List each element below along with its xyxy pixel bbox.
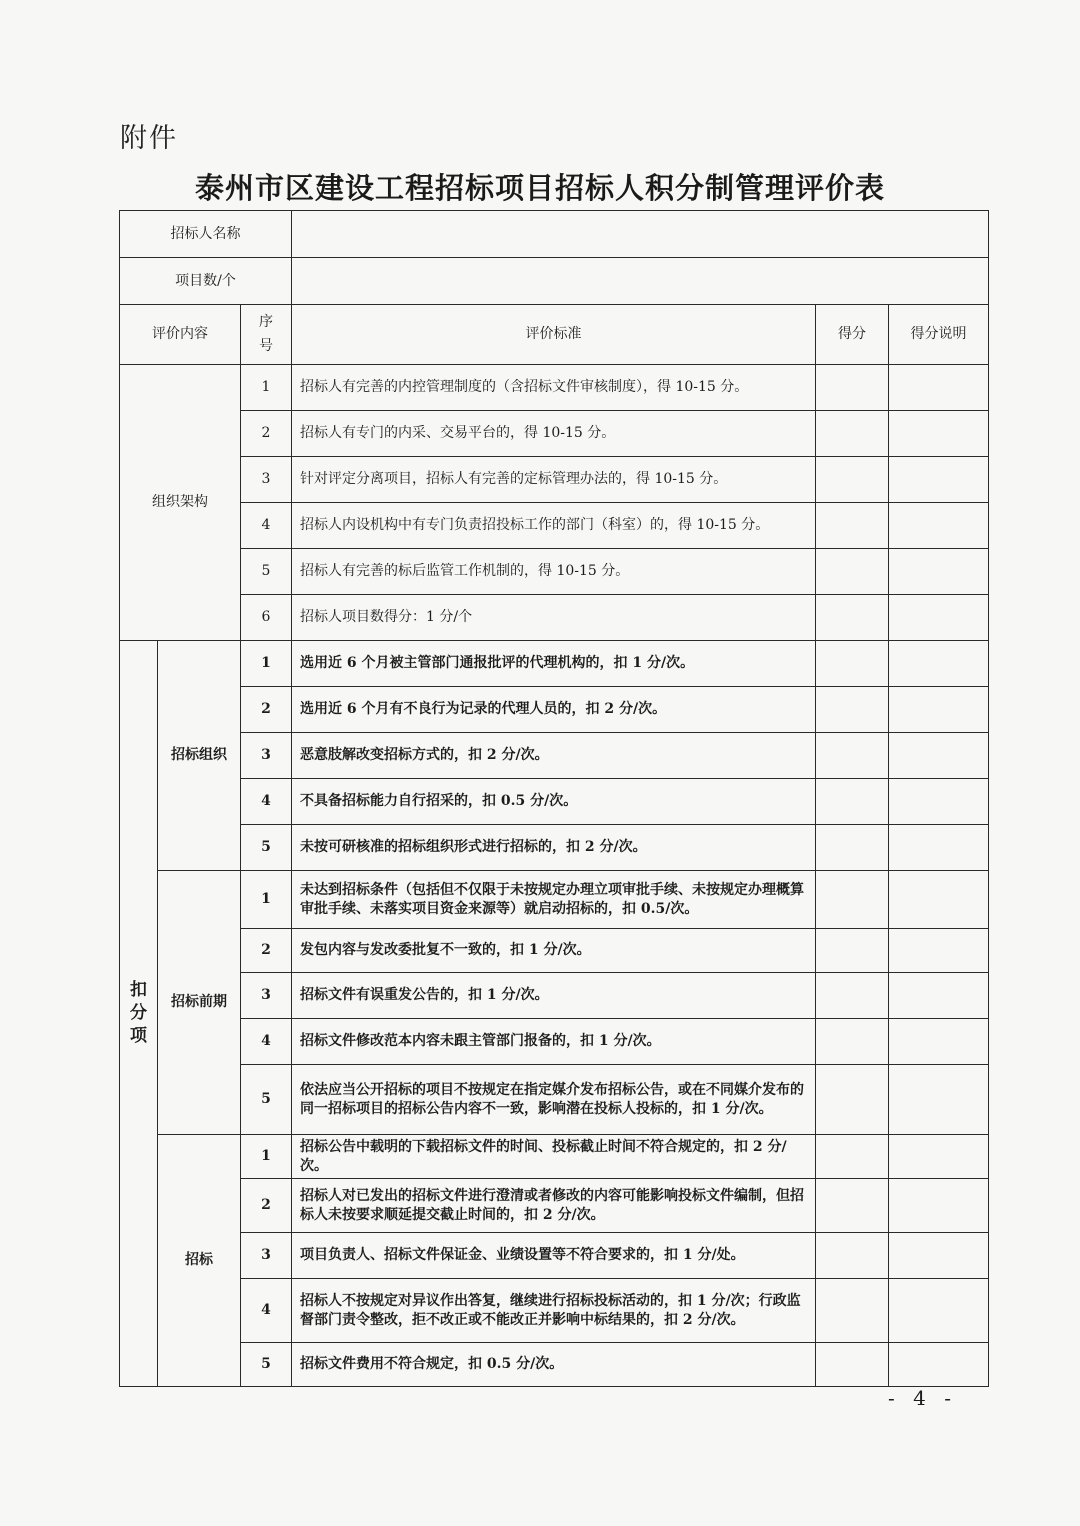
col-header-seq — [241, 305, 292, 365]
col-header-seq-bottom: 号 — [259, 337, 273, 354]
seq-cell: 1 — [241, 365, 292, 411]
score-note-cell[interactable] — [889, 1233, 989, 1279]
criterion-text: 选用近 6 个月有不良行为记录的代理人员的，扣 2 分/次。 — [292, 687, 816, 733]
col-header-score-note: 得分说明 — [889, 305, 989, 365]
criterion-text: 未按可研核准的招标组织形式进行招标的，扣 2 分/次。 — [292, 825, 816, 871]
criterion-text: 不具备招标能力自行招采的，扣 0.5 分/次。 — [292, 779, 816, 825]
score-cell[interactable] — [816, 1135, 889, 1179]
criterion-text: 针对评定分离项目，招标人有完善的定标管理办法的，得 10-15 分。 — [292, 457, 816, 503]
score-cell[interactable] — [816, 871, 889, 929]
criterion-text: 招标人对已发出的招标文件进行澄清或者修改的内容可能影响投标文件编制，但招标人未按要求顺延提交截止时间的，扣 2 分/次。 — [292, 1179, 816, 1233]
seq-cell: 5 — [241, 1343, 292, 1387]
criterion-text: 招标人有完善的内控管理制度的（含招标文件审核制度），得 10-15 分。 — [292, 365, 816, 411]
score-cell[interactable] — [816, 411, 889, 457]
col-header-score: 得分 — [816, 305, 889, 365]
criterion-text: 依法应当公开招标的项目不按规定在指定媒介发布招标公告，或在不同媒介发布的同一招标项目的招标公告内容不一致，影响潜在投标人投标的，扣 1 分/次。 — [292, 1065, 816, 1135]
seq-cell: 3 — [241, 457, 292, 503]
table-row — [120, 503, 989, 549]
score-cell[interactable] — [816, 687, 889, 733]
criterion-text: 招标文件费用不符合规定，扣 0.5 分/次。 — [292, 1343, 816, 1387]
col-header-content: 评价内容 — [120, 305, 241, 365]
score-cell[interactable] — [816, 503, 889, 549]
table-row — [120, 871, 989, 929]
score-note-cell[interactable] — [889, 1135, 989, 1179]
score-note-cell[interactable] — [889, 929, 989, 973]
project-count-row — [120, 258, 989, 305]
seq-cell: 3 — [241, 973, 292, 1019]
score-cell[interactable] — [816, 549, 889, 595]
score-cell[interactable] — [816, 365, 889, 411]
tenderer-name-label: 招标人名称 — [120, 211, 292, 258]
criterion-text: 选用近 6 个月被主管部门通报批评的代理机构的，扣 1 分/次。 — [292, 641, 816, 687]
table-row — [120, 1135, 989, 1179]
org-structure-label: 组织架构 — [120, 365, 241, 641]
score-cell[interactable] — [816, 973, 889, 1019]
seq-cell: 4 — [241, 1279, 292, 1343]
tenderer-name-value[interactable] — [292, 211, 989, 258]
score-cell[interactable] — [816, 1233, 889, 1279]
table-row — [120, 929, 989, 973]
score-note-cell[interactable] — [889, 1179, 989, 1233]
deduction-label-char: 扣 — [130, 980, 147, 1001]
seq-cell: 3 — [241, 1233, 292, 1279]
score-cell[interactable] — [816, 929, 889, 973]
table-row — [120, 549, 989, 595]
score-note-cell[interactable] — [889, 973, 989, 1019]
table-row — [120, 1019, 989, 1065]
evaluation-table — [119, 210, 989, 1387]
seq-cell: 1 — [241, 871, 292, 929]
score-note-cell[interactable] — [889, 411, 989, 457]
score-note-cell[interactable] — [889, 1019, 989, 1065]
score-note-cell[interactable] — [889, 503, 989, 549]
seq-cell: 5 — [241, 825, 292, 871]
seq-cell: 2 — [241, 929, 292, 973]
criterion-text: 招标人不按规定对异议作出答复，继续进行招标投标活动的，扣 1 分/次；行政监督部门责令整改，拒不改正或不能改正并影响中标结果的，扣 2 分/次。 — [292, 1279, 816, 1343]
table-row — [120, 687, 989, 733]
seq-cell: 5 — [241, 1065, 292, 1135]
criterion-text: 招标公告中载明的下载招标文件的时间、投标截止时间不符合规定的，扣 2 分/次。 — [292, 1135, 816, 1179]
seq-cell: 6 — [241, 595, 292, 641]
table-row — [120, 365, 989, 411]
score-note-cell[interactable] — [889, 779, 989, 825]
deduction-label-char: 分 — [130, 1003, 147, 1024]
deduction-items-label — [120, 641, 158, 1387]
seq-cell: 5 — [241, 549, 292, 595]
score-cell[interactable] — [816, 457, 889, 503]
col-header-standard: 评价标准 — [292, 305, 816, 365]
criterion-text: 招标人项目数得分：1 分/个 — [292, 595, 816, 641]
score-note-cell[interactable] — [889, 365, 989, 411]
header-row — [120, 305, 989, 365]
seq-cell: 2 — [241, 1179, 292, 1233]
score-cell[interactable] — [816, 641, 889, 687]
table-row — [120, 973, 989, 1019]
score-note-cell[interactable] — [889, 1343, 989, 1387]
seq-cell: 1 — [241, 1135, 292, 1179]
seq-cell: 4 — [241, 503, 292, 549]
col-header-seq-top: 序 — [259, 313, 273, 330]
score-note-cell[interactable] — [889, 1279, 989, 1343]
score-cell[interactable] — [816, 1065, 889, 1135]
table-row — [120, 733, 989, 779]
project-count-value[interactable] — [292, 258, 989, 305]
bid-organization-label: 招标组织 — [158, 641, 241, 871]
table-row — [120, 1065, 989, 1135]
criterion-text: 招标人内设机构中有专门负责招投标工作的部门（科室）的，得 10-15 分。 — [292, 503, 816, 549]
criterion-text: 项目负责人、招标文件保证金、业绩设置等不符合要求的，扣 1 分/处。 — [292, 1233, 816, 1279]
score-note-cell[interactable] — [889, 595, 989, 641]
criterion-text: 恶意肢解改变招标方式的，扣 2 分/次。 — [292, 733, 816, 779]
page-number: - 4 - — [888, 1386, 957, 1410]
score-note-cell[interactable] — [889, 825, 989, 871]
score-cell[interactable] — [816, 825, 889, 871]
seq-cell: 4 — [241, 779, 292, 825]
deduction-label-char: 项 — [130, 1025, 147, 1046]
seq-cell: 2 — [241, 411, 292, 457]
score-note-cell[interactable] — [889, 1065, 989, 1135]
seq-cell: 1 — [241, 641, 292, 687]
score-cell[interactable] — [816, 1179, 889, 1233]
seq-cell: 4 — [241, 1019, 292, 1065]
score-note-cell[interactable] — [889, 549, 989, 595]
table-row — [120, 779, 989, 825]
criterion-text: 招标文件有误重发公告的，扣 1 分/次。 — [292, 973, 816, 1019]
criterion-text: 招标人有完善的标后监管工作机制的，得 10-15 分。 — [292, 549, 816, 595]
tenderer-name-row — [120, 211, 989, 258]
seq-cell: 2 — [241, 687, 292, 733]
bidding-label: 招标 — [158, 1135, 241, 1387]
document-title: 泰州市区建设工程招标项目招标人积分制管理评价表 — [194, 171, 885, 205]
criterion-text: 招标文件修改范本内容未跟主管部门报备的，扣 1 分/次。 — [292, 1019, 816, 1065]
score-note-cell[interactable] — [889, 457, 989, 503]
criterion-text: 发包内容与发改委批复不一致的，扣 1 分/次。 — [292, 929, 816, 973]
criterion-text: 未达到招标条件（包括但不仅限于未按规定办理立项审批手续、未按规定办理概算审批手续、未落实项目资金来源等）就启动招标的，扣 0.5/次。 — [292, 871, 816, 929]
table-row — [120, 411, 989, 457]
score-cell[interactable] — [816, 779, 889, 825]
table-row — [120, 1233, 989, 1279]
attachment-label: 附件 — [120, 123, 178, 154]
score-note-cell[interactable] — [889, 641, 989, 687]
table-row — [120, 457, 989, 503]
table-row — [120, 1179, 989, 1233]
score-cell[interactable] — [816, 1279, 889, 1343]
project-count-label: 项目数/个 — [120, 258, 292, 305]
score-cell[interactable] — [816, 1019, 889, 1065]
score-cell[interactable] — [816, 733, 889, 779]
pre-bid-label: 招标前期 — [158, 871, 241, 1135]
score-note-cell[interactable] — [889, 871, 989, 929]
score-cell[interactable] — [816, 595, 889, 641]
seq-cell: 3 — [241, 733, 292, 779]
table-row — [120, 641, 989, 687]
score-note-cell[interactable] — [889, 687, 989, 733]
table-row — [120, 595, 989, 641]
criterion-text: 招标人有专门的内采、交易平台的，得 10-15 分。 — [292, 411, 816, 457]
table-row — [120, 1343, 989, 1387]
score-cell[interactable] — [816, 1343, 889, 1387]
table-row — [120, 825, 989, 871]
score-note-cell[interactable] — [889, 733, 989, 779]
table-row — [120, 1279, 989, 1343]
